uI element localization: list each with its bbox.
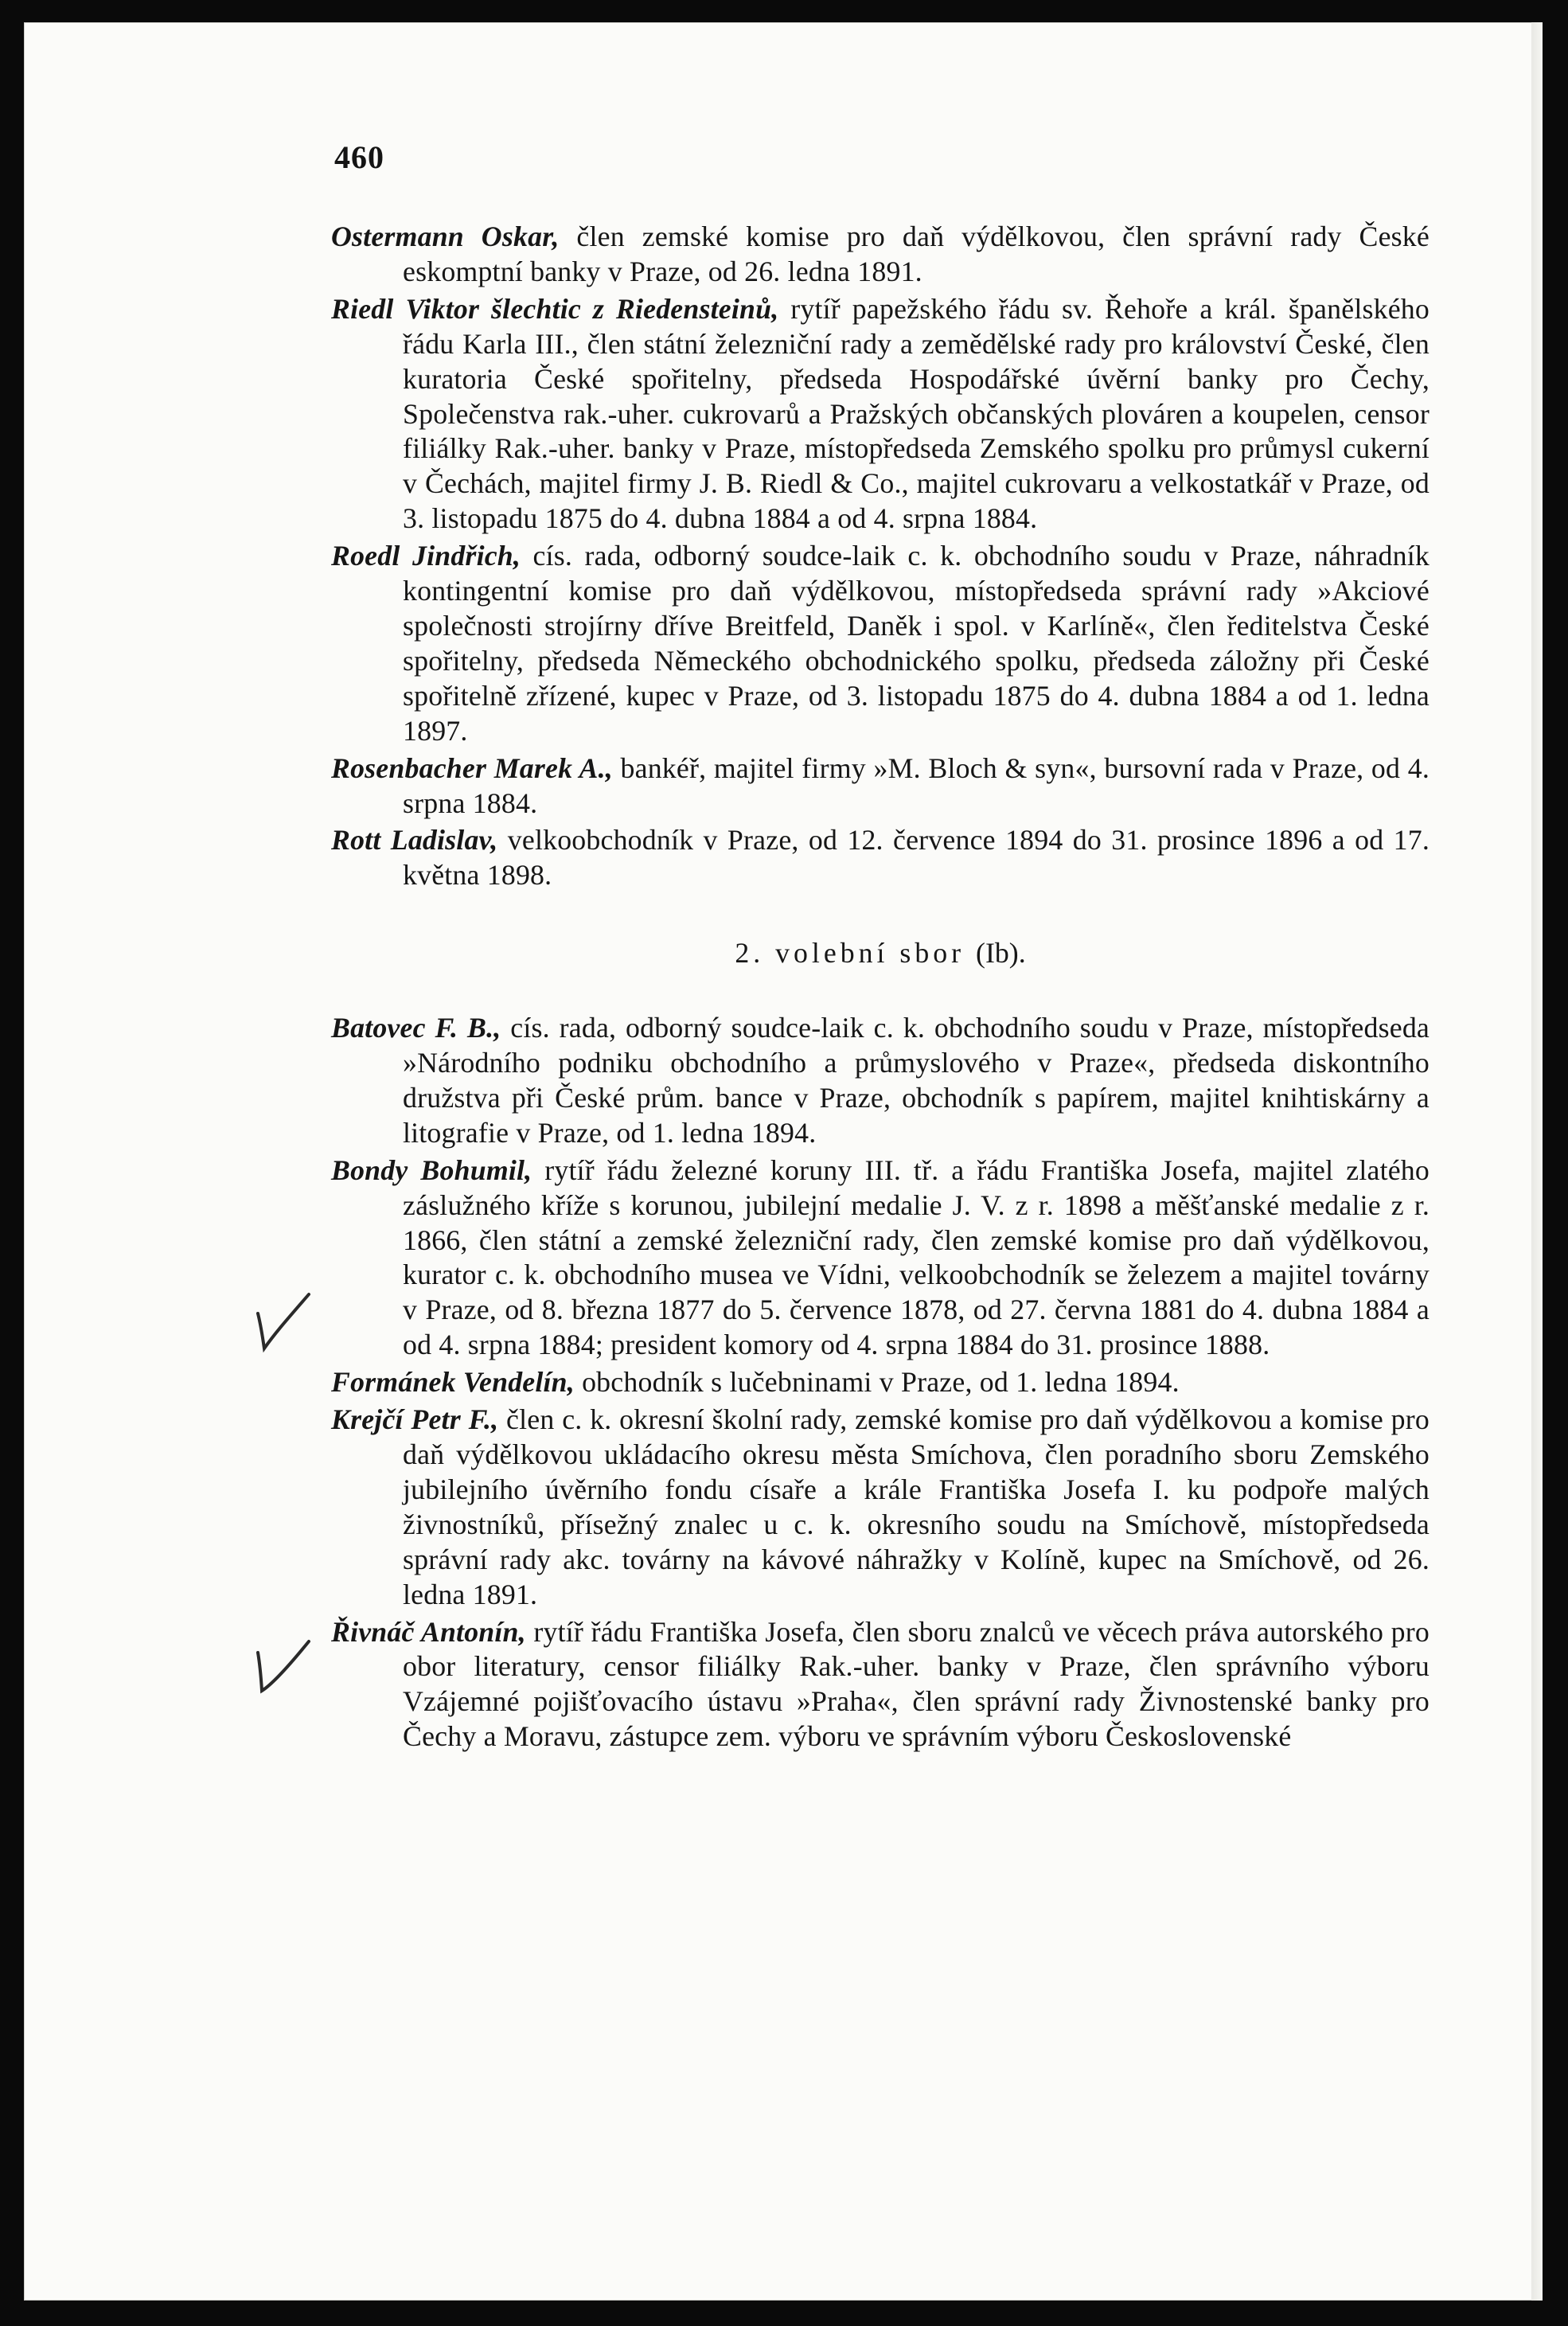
- member-description: obchodník s lučebninami v Praze, od 1. ledna 1894.: [574, 1366, 1180, 1399]
- text-column: [331, 220, 1430, 1757]
- member-name: Formánek Vendelín,: [331, 1366, 575, 1399]
- section-heading-text: 2. volební sbor: [735, 937, 965, 970]
- member-description: bankéř, majitel firmy »M. Bloch & syn«, bursovní rada v Praze, od 4. srpna 1884.: [403, 751, 1430, 819]
- member-entry: [331, 292, 1430, 537]
- member-entry: [331, 1615, 1430, 1755]
- member-entry: [331, 1403, 1430, 1612]
- member-description: člen zemské komise pro daň výdělkovou, člen správní rady České eskomptní banky v Praze, od 26. ledna 1891.: [403, 221, 1430, 287]
- member-description: cís. rada, odborný soudce-laik c. k. obchodního soudu v Praze, místopředseda »Národního podniku obchodního a průmyslového v Praze«, předseda diskontního družstva při České prům. bance v Praze, obchodník s papírem, majitel knihtiskárny a litografie v Praze, od 1. ledna 1894.: [403, 1012, 1430, 1149]
- page-number: 460: [334, 139, 384, 175]
- member-name: Krejčí Petr F.,: [331, 1403, 499, 1436]
- member-name: Roedl Jindřich,: [331, 540, 521, 572]
- member-entry: [331, 220, 1430, 290]
- member-entry: [331, 1365, 1430, 1400]
- member-name: Bondy Bohumil,: [331, 1153, 532, 1186]
- member-description: rytíř řádu železné koruny III. tř. a řádu Františka Josefa, majitel zlatého záslužného kříže s korunou, jubilejní medalie J. V. z r. 1898 a měšťanské medalie z r. 1866, člen státní a zemské železniční rady, člen zemské komise pro daň výdělkovou, kurator c. k. obchodního musea ve Vídni, velkoobchodník se železem a majitel továrny v Praze, od 8. března 1877 do 5. července 1878, od 27. června 1881 do 4. dubna 1884 a od 4. srpna 1884; president komory od 4. srpna 1884 do 31. prosince 1888.: [403, 1153, 1430, 1361]
- page-edge-shadow: [1531, 22, 1543, 2301]
- member-name: Riedl Viktor šlechtic z Riedensteinů,: [331, 292, 779, 325]
- member-description: cís. rada, odborný soudce-laik c. k. obchodního soudu v Praze, náhradník kontingentní komise pro daň výdělkovou, místopředseda správní rady »Akciové společnosti strojírny dříve Breitfeld, Daněk i spol. v Karlíně«, člen ředitelstva České spořitelny, předseda Německého obchodnického spolku, předseda záložny při České spořitelně zřízené, kupec v Praze, od 3. listopadu 1875 do 4. dubna 1884 a od 1. ledna 1897.: [403, 540, 1430, 747]
- member-name: Rott Ladislav,: [331, 824, 498, 857]
- document-page: [24, 22, 1543, 2301]
- member-entry: [331, 823, 1430, 893]
- handwritten-checkmark-icon: [248, 1629, 312, 1700]
- member-entry: [331, 539, 1430, 748]
- member-entry: [331, 751, 1430, 822]
- member-description: velkoobchodník v Praze, od 12. července 1894 do 31. prosince 1896 a od 17. května 1898.: [403, 824, 1430, 892]
- member-description: rytíř řádu Františka Josefa, člen sboru znalců ve věcech práva autorského pro obor literatury, censor filiálky Rak.-uher. banky v Praze, člen správního výboru Vzájemné pojišťovacího ústavu »Praha«, člen správní rady Živnostenské banky pro Čechy a Moravu, zástupce zem. výboru ve správním výboru Československé: [403, 1615, 1430, 1753]
- member-name: Řivnáč Antonín,: [331, 1615, 526, 1648]
- section-heading-suffix: (Ib).: [976, 937, 1026, 970]
- member-description: člen c. k. okresní školní rady, zemské komise pro daň výdělkovou a komise pro daň výdělkovou ukládacího okresu města Smíchova, člen poradního sboru Zemského jubilejního úvěrního fondu císaře a krále Františka Josefa I. ku podpoře malých živnostníků, přísežný znalec u c. k. okresního soudu na Smíchově, místopředseda správní rady akc. továrny na kávové náhražky v Kolíně, kupec na Smíchově, od 26. ledna 1891.: [403, 1403, 1430, 1610]
- handwritten-checkmark-icon: [250, 1286, 314, 1358]
- member-entry: [331, 1011, 1430, 1151]
- member-description: rytíř papežského řádu sv. Řehoře a král. španělského řádu Karla III., člen státní železniční rady a zemědělské rady pro království České, člen kuratoria České spořitelny, předseda Hospodářské úvěrní banky pro Čechy, Společenstva rak.-uher. cukrovarů a Pražských občanských plováren a koupelen, censor filiálky Rak.-uher. banky v Praze, místopředseda Zemského spolku pro průmysl cukerní v Čechách, majitel firmy J. B. Riedl & Co., majitel cukrovaru a velkostatkář v Praze, od 3. listopadu 1875 do 4. dubna 1884 a od 4. srpna 1884.: [403, 292, 1430, 535]
- member-entry: [331, 1153, 1430, 1363]
- member-name: Ostermann Oskar,: [331, 221, 560, 252]
- section-heading: [331, 936, 1430, 971]
- member-name: Rosenbacher Marek A.,: [331, 751, 613, 784]
- member-name: Batovec F. B.,: [331, 1012, 501, 1044]
